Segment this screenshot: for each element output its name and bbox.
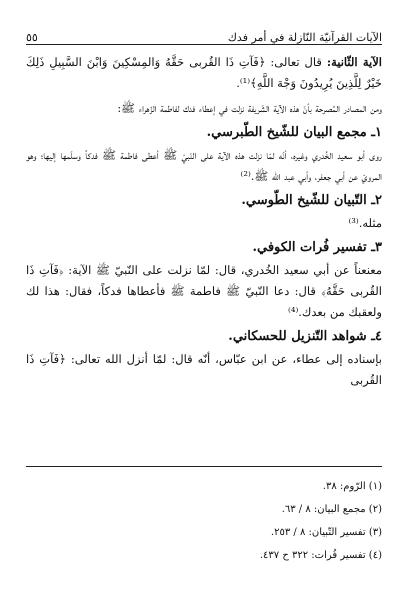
footnote-3: (٣) تفسير التّبيان: ٨ / ٢٥٣.: [270, 527, 382, 538]
paragraph-majma-al-bayan: روى أبو سعيد الخُدري وغيره، أنّه لمّا نزلت هذه الآية على النّبيّ ﷺ أعطى فاطمة ﷺ فدكاً وسلّمها إليها؛ وهو المرويّ عن أبي جعفر، وأبي عبد الله ﷺ.⁽²⁾: [26, 148, 382, 183]
verse-lead: الآية الثّانية:: [326, 55, 382, 69]
paragraph-shawahid-al-tanzil: بإسناده إلى عطاء، عن ابن عبّاس، أنّه قال: لمّا أنزل الله تعالى: ﴿فَآتِ ذَا القُربى: [26, 352, 382, 387]
footnote-4: (٤) تفسير فُرات: ٣٢٢ ح ٤٣٧.: [259, 550, 382, 561]
page-number: ٥٥: [26, 31, 38, 44]
page-body: [26, 52, 382, 391]
verse-text: قال تعالى: ﴿فَآتِ ذَا القُربى حَقَّهُ وَالمِسْكِينَ وَابْنَ السَّبِيلِ ذَلِكَ خَيْرٌ لِلَّذِينَ يُرِيدُونَ وَجْهَ اللَّهِ﴾⁽¹⁾.: [26, 55, 382, 90]
paragraph-verse: [26, 52, 382, 94]
footnote-2: (٢) مجمع البيان: ٨ / ٦٣.: [281, 504, 382, 515]
heading-tafsir-furat: ٣ـ تفسير فُرات الكوفي.: [252, 240, 382, 255]
paragraph-sources-intro: ومن المصادر المُصرحة بأنّ هذه الآية الشّريفة نزلت في إعطاء فدك لفاطمة الزّهراء ﷺ:: [117, 101, 382, 115]
footnote-1: (١) الرّوم: ٣٨.: [322, 481, 382, 492]
heading-shawahid-al-tanzil: ٤ـ شواهد التّنزيل للحسكاني.: [228, 329, 382, 344]
footnotes: [26, 466, 382, 567]
paragraph-tafsir-furat: معنعناً عن أبي سعيد الخُدري، قال: لمّا نزلت على النّبيّ ﷺ الآية: ﴿فَآتِ ذَا القُربى حَقَّهُ﴾ قال: دعا النّبيّ ﷺ فاطمة ﷺ فأعطاها فدكاً، فقال: هذا لك ولعقبك من بعدك.⁽⁴⁾: [26, 263, 382, 319]
running-title: الآيات القرآنيّة النّازلة في أمر فدك: [227, 31, 382, 44]
heading-al-tibyan: ٢ـ التّبيان للشّيخ الطّوسي.: [241, 193, 382, 208]
heading-majma-al-bayan: ١ـ مجمع البيان للشّيخ الطّبرسي.: [206, 125, 382, 140]
page-header: [26, 26, 382, 45]
paragraph-al-tibyan: مثله.⁽³⁾: [348, 216, 382, 230]
